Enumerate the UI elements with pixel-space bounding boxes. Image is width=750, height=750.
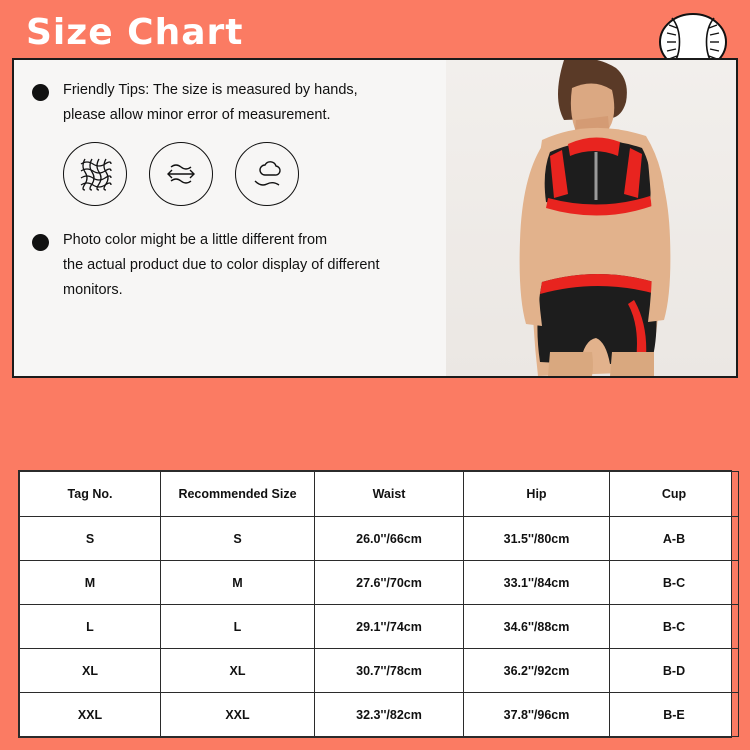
tip-line: Friendly Tips: The size is measured by hands, <box>63 82 358 98</box>
fabric-mesh-icon <box>63 142 127 206</box>
cell-waist: 26.0''/66cm <box>315 517 464 561</box>
table-row <box>20 605 739 649</box>
tip-line: the actual product due to color display of different <box>63 257 380 273</box>
table-row <box>20 693 739 737</box>
model-photo <box>446 60 736 376</box>
table-row <box>20 517 739 561</box>
table-row <box>20 561 739 605</box>
bullet-icon <box>32 234 49 251</box>
tip-text <box>63 78 358 128</box>
tip-line: please allow minor error of measurement. <box>63 107 331 123</box>
cell-hip: 31.5''/80cm <box>464 517 610 561</box>
tip-item <box>32 228 472 303</box>
cell-waist: 32.3''/82cm <box>315 693 464 737</box>
column-header: Cup <box>610 472 739 517</box>
table-header-row <box>20 472 739 517</box>
cell-cup: A-B <box>610 517 739 561</box>
tip-line: monitors. <box>63 282 123 298</box>
cell-cup: B-D <box>610 649 739 693</box>
column-header: Waist <box>315 472 464 517</box>
tip-text <box>63 228 380 303</box>
column-header: Tag No. <box>20 472 161 517</box>
page-title: Size Chart <box>26 12 244 53</box>
cell-recommended-size: S <box>161 517 315 561</box>
cell-tag-no: L <box>20 605 161 649</box>
cell-waist: 30.7''/78cm <box>315 649 464 693</box>
cell-recommended-size: XXL <box>161 693 315 737</box>
tip-item <box>32 78 472 128</box>
cell-cup: B-E <box>610 693 739 737</box>
cell-tag-no: M <box>20 561 161 605</box>
cell-hip: 37.8''/96cm <box>464 693 610 737</box>
hand-care-icon <box>235 142 299 206</box>
cell-tag-no: XL <box>20 649 161 693</box>
cell-cup: B-C <box>610 605 739 649</box>
feature-icon-row <box>63 142 472 206</box>
tips-block <box>32 78 472 307</box>
info-card <box>12 58 738 378</box>
cell-waist: 29.1''/74cm <box>315 605 464 649</box>
column-header: Hip <box>464 472 610 517</box>
stretch-arrows-icon <box>149 142 213 206</box>
table-row <box>20 649 739 693</box>
cell-cup: B-C <box>610 561 739 605</box>
cell-hip: 33.1''/84cm <box>464 561 610 605</box>
cell-recommended-size: M <box>161 561 315 605</box>
cell-recommended-size: XL <box>161 649 315 693</box>
cell-hip: 34.6''/88cm <box>464 605 610 649</box>
cell-recommended-size: L <box>161 605 315 649</box>
cell-tag-no: S <box>20 517 161 561</box>
cell-tag-no: XXL <box>20 693 161 737</box>
cell-waist: 27.6''/70cm <box>315 561 464 605</box>
size-chart-table <box>18 470 732 738</box>
bullet-icon <box>32 84 49 101</box>
column-header: Recommended Size <box>161 472 315 517</box>
cell-hip: 36.2''/92cm <box>464 649 610 693</box>
tip-line: Photo color might be a little different from <box>63 232 328 248</box>
